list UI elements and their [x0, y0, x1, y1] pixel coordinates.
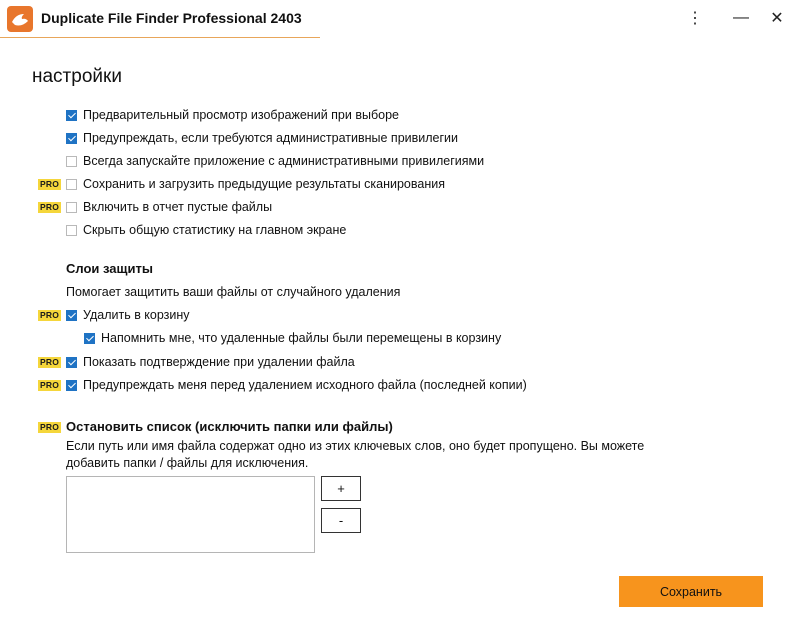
pro-badge: PRO: [40, 179, 60, 189]
protection-title: Слои защиты: [66, 261, 153, 276]
option-always-admin[interactable]: [66, 151, 484, 171]
checkbox-checked-icon[interactable]: [66, 310, 77, 321]
option-label: Всегда запускайте приложение с административными привилегиями: [83, 154, 485, 168]
more-options-icon[interactable]: ⋮: [687, 10, 703, 27]
option-label: Предупреждать, если требуются административные привилегии: [83, 131, 459, 145]
stop-list-description-line2: добавить папки / файлы для исключения.: [66, 456, 309, 470]
pro-badge: PRO: [40, 202, 60, 212]
app-logo-icon: [7, 6, 33, 32]
title-underline: [0, 37, 320, 38]
minimize-icon[interactable]: —: [733, 9, 749, 26]
stop-list-description-line1: Если путь или имя файла содержат одно из этих ключевых слов, оно будет пропущено. Вы можете: [66, 439, 645, 453]
checkbox-unchecked-icon[interactable]: [66, 202, 77, 213]
checkbox-checked-icon[interactable]: [84, 333, 95, 344]
remove-exclusion-button[interactable]: -: [321, 508, 361, 533]
option-delete-to-recycle[interactable]: [66, 305, 190, 325]
option-image-preview[interactable]: [66, 105, 399, 125]
option-label: Удалить в корзину: [83, 308, 190, 322]
pro-badge: PRO: [40, 380, 60, 390]
checkbox-unchecked-icon[interactable]: [66, 179, 77, 190]
checkbox-checked-icon[interactable]: [66, 357, 77, 368]
save-button[interactable]: Сохранить: [619, 576, 763, 607]
title-bar: [0, 0, 800, 38]
option-recycle-reminder[interactable]: [84, 328, 501, 348]
checkbox-unchecked-icon[interactable]: [66, 156, 77, 167]
window-title: Duplicate File Finder Professional 2403: [41, 10, 302, 26]
pro-badge: PRO: [40, 422, 60, 432]
add-exclusion-button[interactable]: +: [321, 476, 361, 501]
checkbox-checked-icon[interactable]: [66, 133, 77, 144]
option-label: Показать подтверждение при удалении файла: [83, 355, 355, 369]
stop-list-title: Остановить список (исключить папки или файлы): [66, 419, 393, 434]
option-label: Предупреждать меня перед удалением исходного файла (последней копии): [83, 378, 527, 392]
option-label: Напомнить мне, что удаленные файлы были перемещены в корзину: [101, 331, 502, 345]
page-title: настройки: [32, 66, 122, 87]
protection-description: Помогает защитить ваши файлы от случайного удаления: [66, 285, 401, 299]
checkbox-checked-icon[interactable]: [66, 380, 77, 391]
pro-badge: PRO: [40, 310, 60, 320]
option-empty-files[interactable]: [66, 197, 272, 217]
stop-list-box[interactable]: [66, 476, 315, 553]
checkbox-checked-icon[interactable]: [66, 110, 77, 121]
option-save-results[interactable]: [66, 174, 445, 194]
close-icon[interactable]: ✕: [770, 10, 784, 27]
option-warn-last-copy[interactable]: [66, 375, 527, 395]
option-label: Скрыть общую статистику на главном экране: [83, 223, 347, 237]
option-label: Включить в отчет пустые файлы: [83, 200, 273, 214]
option-admin-warning[interactable]: [66, 128, 458, 148]
checkbox-unchecked-icon[interactable]: [66, 225, 77, 236]
option-confirm-delete[interactable]: [66, 352, 355, 372]
pro-badge: PRO: [40, 357, 60, 367]
option-label: Предварительный просмотр изображений при выборе: [83, 108, 399, 122]
option-hide-stats[interactable]: [66, 220, 346, 240]
option-label: Сохранить и загрузить предыдущие результаты сканирования: [83, 177, 445, 191]
